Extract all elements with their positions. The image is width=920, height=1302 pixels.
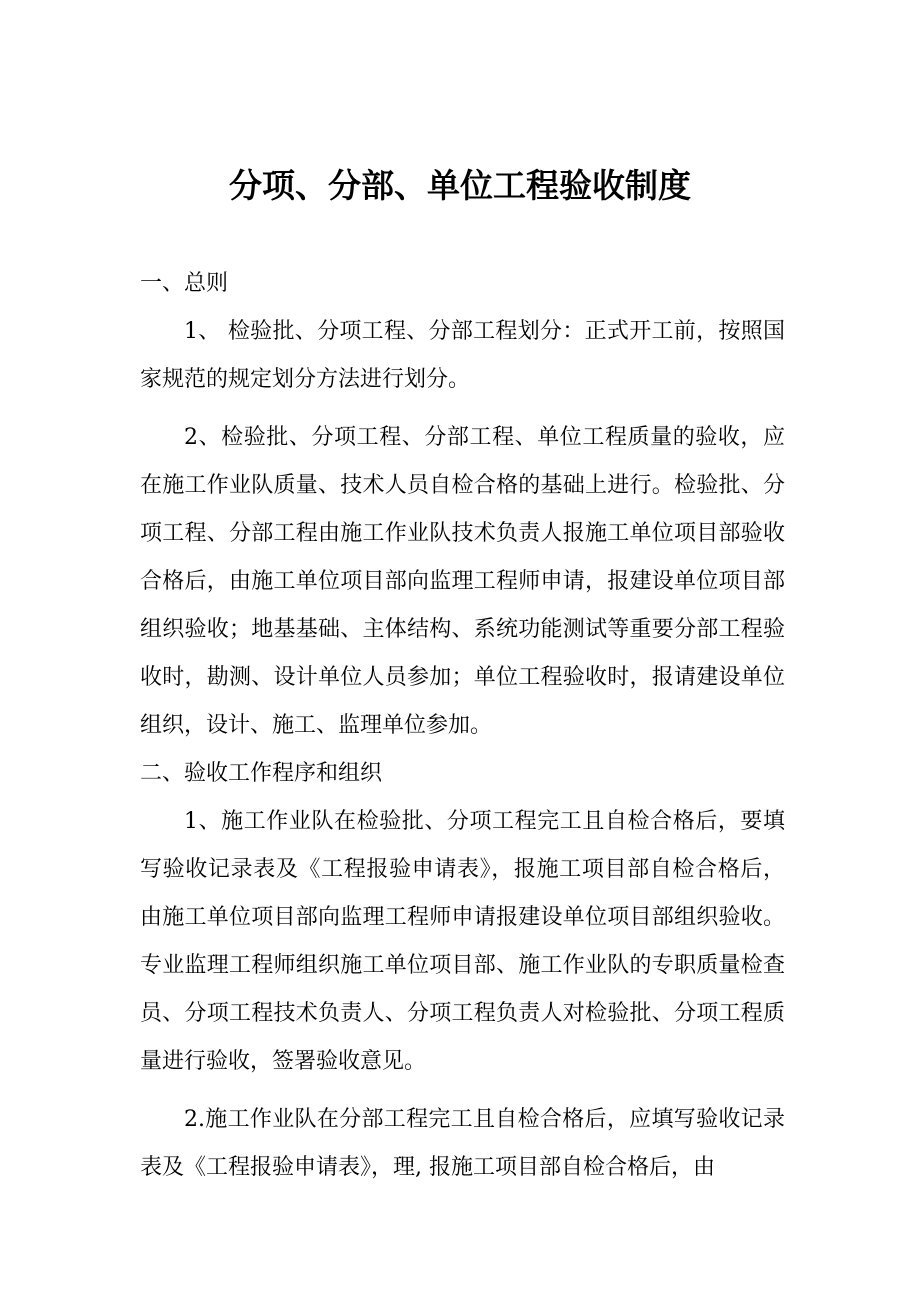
document-body xyxy=(140,260,785,1192)
section-heading-procedure: 二、验收工作程序和组织 xyxy=(140,761,383,786)
section-heading-general: 一、总则 xyxy=(140,271,229,296)
paragraph-procedure-2: 2.施工作业队在分部工程完工且自检合格后，应填写验收记录表及《工程报验申请表》，理, 报施工项目部自检合格后，由 xyxy=(140,1107,785,1180)
paragraph-procedure-1: 1、施工作业队在检验批、分项工程完工且自检合格后，要填写验收记录表及《工程报验申请表》，报施工项目部自检合格后，由施工单位项目部向监理工程师申请报建设单位项目部组织验收。专业监理工程师组织施工单位项目部、施工作业队的专职质量检查员、分项工程技术负责人、分项工程负责人对检验批、分项工程质量进行验收，签署验收意见。 xyxy=(140,809,785,1074)
paragraph-general-2: 2、检验批、分项工程、分部工程、单位工程质量的验收，应在施工作业队质量、技术人员自检合格的基础上进行。检验批、分项工程、分部工程由施工作业队技术负责人报施工单位项目部验收合格后，由施工单位项目部向监理工程师申请，报建设单位项目部组织验收；地基基础、主体结构、系统功能测试等重要分部工程验收时，勘测、设计单位人员参加；单位工程验收时，报请建设单位组织，设计、施工、监理单位参加。 xyxy=(140,425,785,738)
paragraph-general-1: 1、 检验批、分项工程、分部工程划分：正式开工前，按照国家规范的规定划分方法进行划分。 xyxy=(140,319,785,392)
document-title: 分项、分部、单位工程验收制度 xyxy=(229,166,691,205)
